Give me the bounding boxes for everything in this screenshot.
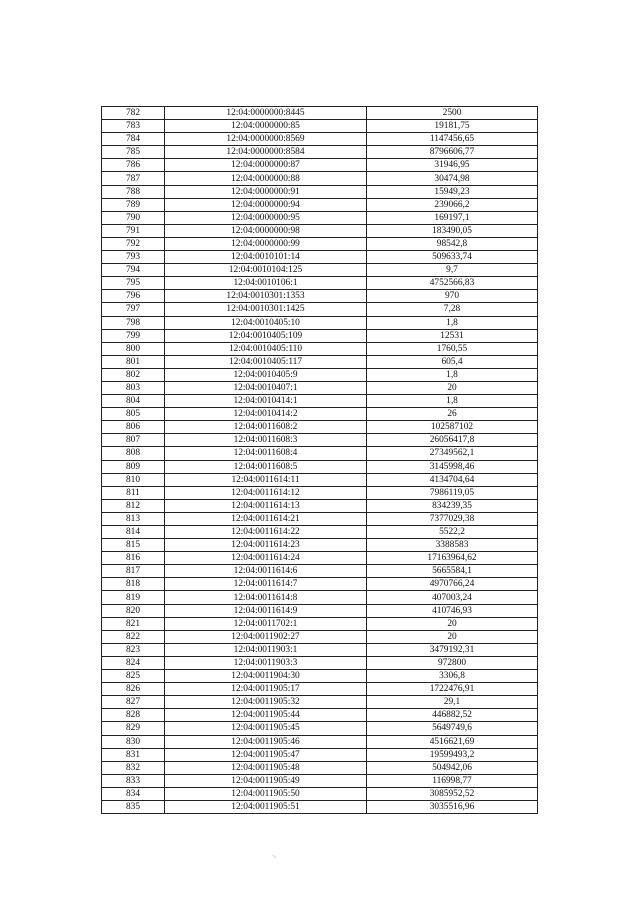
value-cell: 8796606,77: [367, 146, 538, 159]
value-cell: 26: [367, 408, 538, 421]
cadastral-number-cell: 12:04:0010405:117: [165, 355, 367, 368]
row-number-cell: 807: [102, 434, 165, 447]
cadastral-number-cell: 12:04:0010101:14: [165, 251, 367, 264]
value-cell: 7986119,05: [367, 486, 538, 499]
row-number-cell: 815: [102, 539, 165, 552]
value-cell: 183490,05: [367, 224, 538, 237]
cadastral-number-cell: 12:04:0000000:85: [165, 120, 367, 133]
row-number-cell: 794: [102, 264, 165, 277]
row-number-cell: 829: [102, 722, 165, 735]
row-number-cell: 787: [102, 172, 165, 185]
scan-mark: ⸌: [272, 853, 277, 863]
table-row: [102, 211, 538, 224]
cadastral-number-cell: 12:04:0011902:27: [165, 630, 367, 643]
table-row: [102, 264, 538, 277]
value-cell: 834239,35: [367, 499, 538, 512]
table-row: [102, 355, 538, 368]
cadastral-number-cell: 12:04:0000000:94: [165, 198, 367, 211]
table-row: [102, 552, 538, 565]
table-row: [102, 133, 538, 146]
row-number-cell: 798: [102, 316, 165, 329]
table-body: [102, 107, 538, 814]
row-number-cell: 783: [102, 120, 165, 133]
cadastral-value-table: [101, 106, 538, 814]
row-number-cell: 782: [102, 107, 165, 120]
table-row: [102, 237, 538, 250]
value-cell: 27349562,1: [367, 447, 538, 460]
table-row: [102, 185, 538, 198]
table-row: [102, 447, 538, 460]
table-row: [102, 761, 538, 774]
table-row: [102, 683, 538, 696]
value-cell: 7,28: [367, 303, 538, 316]
table-row: [102, 473, 538, 486]
row-number-cell: 818: [102, 578, 165, 591]
cadastral-number-cell: 12:04:0000000:8584: [165, 146, 367, 159]
row-number-cell: 802: [102, 368, 165, 381]
table-row: [102, 290, 538, 303]
row-number-cell: 814: [102, 526, 165, 539]
row-number-cell: 810: [102, 473, 165, 486]
cadastral-number-cell: 12:04:0010405:10: [165, 316, 367, 329]
cadastral-number-cell: 12:04:0010407:1: [165, 381, 367, 394]
cadastral-number-cell: 12:04:0011608:5: [165, 460, 367, 473]
row-number-cell: 792: [102, 237, 165, 250]
value-cell: 98542,8: [367, 237, 538, 250]
row-number-cell: 799: [102, 329, 165, 342]
cadastral-number-cell: 12:04:0000000:87: [165, 159, 367, 172]
table-row: [102, 224, 538, 237]
cadastral-number-cell: 12:04:0011614:9: [165, 604, 367, 617]
table-row: [102, 329, 538, 342]
row-number-cell: 789: [102, 198, 165, 211]
cadastral-number-cell: 12:04:0011614:22: [165, 526, 367, 539]
table-row: [102, 499, 538, 512]
row-number-cell: 796: [102, 290, 165, 303]
value-cell: 1147456,65: [367, 133, 538, 146]
value-cell: 4516621,69: [367, 735, 538, 748]
row-number-cell: 825: [102, 670, 165, 683]
row-number-cell: 797: [102, 303, 165, 316]
row-number-cell: 800: [102, 342, 165, 355]
value-cell: 3145998,46: [367, 460, 538, 473]
row-number-cell: 785: [102, 146, 165, 159]
row-number-cell: 804: [102, 395, 165, 408]
value-cell: 446882,52: [367, 709, 538, 722]
table-row: [102, 342, 538, 355]
cadastral-number-cell: 12:04:0011905:51: [165, 800, 367, 813]
row-number-cell: 805: [102, 408, 165, 421]
row-number-cell: 813: [102, 512, 165, 525]
cadastral-number-cell: 12:04:0011905:47: [165, 748, 367, 761]
value-cell: 504942,06: [367, 761, 538, 774]
row-number-cell: 790: [102, 211, 165, 224]
row-number-cell: 791: [102, 224, 165, 237]
table-row: [102, 787, 538, 800]
value-cell: 3035516,96: [367, 800, 538, 813]
cadastral-number-cell: 12:04:0011905:17: [165, 683, 367, 696]
cadastral-number-cell: 12:04:0011903:1: [165, 643, 367, 656]
cadastral-number-cell: 12:04:0000000:88: [165, 172, 367, 185]
row-number-cell: 834: [102, 787, 165, 800]
table-row: [102, 512, 538, 525]
table-row: [102, 434, 538, 447]
cadastral-number-cell: 12:04:0011905:46: [165, 735, 367, 748]
table-row: [102, 800, 538, 813]
table-row: [102, 774, 538, 787]
value-cell: 1,8: [367, 395, 538, 408]
table-row: [102, 395, 538, 408]
value-cell: 5665584,1: [367, 565, 538, 578]
value-cell: 972800: [367, 656, 538, 669]
cadastral-number-cell: 12:04:0011905:44: [165, 709, 367, 722]
row-number-cell: 812: [102, 499, 165, 512]
row-number-cell: 809: [102, 460, 165, 473]
value-cell: 15949,23: [367, 185, 538, 198]
value-cell: 7377029,38: [367, 512, 538, 525]
table-row: [102, 709, 538, 722]
row-number-cell: 824: [102, 656, 165, 669]
cadastral-number-cell: 12:04:0000000:8445: [165, 107, 367, 120]
cadastral-number-cell: 12:04:0011608:4: [165, 447, 367, 460]
value-cell: 2500: [367, 107, 538, 120]
cadastral-number-cell: 12:04:0011905:48: [165, 761, 367, 774]
table-row: [102, 146, 538, 159]
cadastral-number-cell: 12:04:0011614:13: [165, 499, 367, 512]
table-row: [102, 486, 538, 499]
table-row: [102, 617, 538, 630]
value-cell: 12531: [367, 329, 538, 342]
row-number-cell: 827: [102, 696, 165, 709]
table-row: [102, 198, 538, 211]
table-row: [102, 722, 538, 735]
cadastral-number-cell: 12:04:0011608:2: [165, 421, 367, 434]
row-number-cell: 788: [102, 185, 165, 198]
value-cell: 1722476,91: [367, 683, 538, 696]
table-row: [102, 539, 538, 552]
table-row: [102, 748, 538, 761]
table-row: [102, 368, 538, 381]
row-number-cell: 808: [102, 447, 165, 460]
cadastral-number-cell: 12:04:0011614:12: [165, 486, 367, 499]
value-cell: 407003,24: [367, 591, 538, 604]
value-cell: 5522,2: [367, 526, 538, 539]
table-row: [102, 251, 538, 264]
value-cell: 30474,98: [367, 172, 538, 185]
cadastral-number-cell: 12:04:0000000:98: [165, 224, 367, 237]
row-number-cell: 826: [102, 683, 165, 696]
row-number-cell: 811: [102, 486, 165, 499]
value-cell: 239066,2: [367, 198, 538, 211]
cadastral-number-cell: 12:04:0011614:21: [165, 512, 367, 525]
table-row: [102, 303, 538, 316]
value-cell: 605,4: [367, 355, 538, 368]
table-row: [102, 159, 538, 172]
table-row: [102, 578, 538, 591]
row-number-cell: 786: [102, 159, 165, 172]
table-row: [102, 696, 538, 709]
cadastral-number-cell: 12:04:0000000:8569: [165, 133, 367, 146]
cadastral-number-cell: 12:04:0011702:1: [165, 617, 367, 630]
cadastral-number-cell: 12:04:0011905:45: [165, 722, 367, 735]
value-cell: 1,8: [367, 316, 538, 329]
cadastral-number-cell: 12:04:0011905:32: [165, 696, 367, 709]
value-cell: 1,8: [367, 368, 538, 381]
table-row: [102, 381, 538, 394]
row-number-cell: 823: [102, 643, 165, 656]
value-cell: 3306,8: [367, 670, 538, 683]
value-cell: 116998,77: [367, 774, 538, 787]
value-cell: 19599493,2: [367, 748, 538, 761]
table-row: [102, 630, 538, 643]
table-row: [102, 107, 538, 120]
cadastral-number-cell: 12:04:0010405:110: [165, 342, 367, 355]
row-number-cell: 806: [102, 421, 165, 434]
value-cell: 26056417,8: [367, 434, 538, 447]
value-cell: 20: [367, 630, 538, 643]
cadastral-number-cell: 12:04:0011608:3: [165, 434, 367, 447]
cadastral-number-cell: 12:04:0010414:2: [165, 408, 367, 421]
row-number-cell: 784: [102, 133, 165, 146]
value-cell: 102587102: [367, 421, 538, 434]
cadastral-number-cell: 12:04:0011905:49: [165, 774, 367, 787]
row-number-cell: 832: [102, 761, 165, 774]
cadastral-number-cell: 12:04:0011903:3: [165, 656, 367, 669]
cadastral-number-cell: 12:04:0010104:125: [165, 264, 367, 277]
cadastral-number-cell: 12:04:0011904:30: [165, 670, 367, 683]
cadastral-number-cell: 12:04:0011614:6: [165, 565, 367, 578]
table-row: [102, 604, 538, 617]
value-cell: 509633,74: [367, 251, 538, 264]
cadastral-number-cell: 12:04:0011614:11: [165, 473, 367, 486]
table-row: [102, 670, 538, 683]
table-row: [102, 277, 538, 290]
row-number-cell: 817: [102, 565, 165, 578]
value-cell: 20: [367, 617, 538, 630]
table-row: [102, 565, 538, 578]
value-cell: 410746,93: [367, 604, 538, 617]
value-cell: 31946,95: [367, 159, 538, 172]
row-number-cell: 828: [102, 709, 165, 722]
value-cell: 169197,1: [367, 211, 538, 224]
cadastral-number-cell: 12:04:0010405:109: [165, 329, 367, 342]
cadastral-number-cell: 12:04:0011905:50: [165, 787, 367, 800]
row-number-cell: 801: [102, 355, 165, 368]
table-row: [102, 643, 538, 656]
cadastral-number-cell: 12:04:0010301:1353: [165, 290, 367, 303]
row-number-cell: 831: [102, 748, 165, 761]
value-cell: 9,7: [367, 264, 538, 277]
cadastral-number-cell: 12:04:0011614:23: [165, 539, 367, 552]
cadastral-number-cell: 12:04:0011614:7: [165, 578, 367, 591]
row-number-cell: 833: [102, 774, 165, 787]
cadastral-number-cell: 12:04:0000000:95: [165, 211, 367, 224]
row-number-cell: 793: [102, 251, 165, 264]
row-number-cell: 822: [102, 630, 165, 643]
table-row: [102, 526, 538, 539]
table-row: [102, 460, 538, 473]
row-number-cell: 821: [102, 617, 165, 630]
cadastral-number-cell: 12:04:0010414:1: [165, 395, 367, 408]
cadastral-number-cell: 12:04:0010301:1425: [165, 303, 367, 316]
value-cell: 17163964,62: [367, 552, 538, 565]
row-number-cell: 835: [102, 800, 165, 813]
table-row: [102, 735, 538, 748]
row-number-cell: 816: [102, 552, 165, 565]
cadastral-number-cell: 12:04:0011614:8: [165, 591, 367, 604]
cadastral-number-cell: 12:04:0010106:1: [165, 277, 367, 290]
value-cell: 970: [367, 290, 538, 303]
value-cell: 3479192,31: [367, 643, 538, 656]
value-cell: 5649749,6: [367, 722, 538, 735]
row-number-cell: 819: [102, 591, 165, 604]
value-cell: 1760,55: [367, 342, 538, 355]
value-cell: 19181,75: [367, 120, 538, 133]
table-row: [102, 591, 538, 604]
table-row: [102, 656, 538, 669]
table-row: [102, 316, 538, 329]
value-cell: 20: [367, 381, 538, 394]
value-cell: 3085952,52: [367, 787, 538, 800]
table-row: [102, 421, 538, 434]
value-cell: 4134704,64: [367, 473, 538, 486]
table-row: [102, 120, 538, 133]
table-row: [102, 172, 538, 185]
value-cell: 29,1: [367, 696, 538, 709]
row-number-cell: 803: [102, 381, 165, 394]
value-cell: 4970766,24: [367, 578, 538, 591]
row-number-cell: 830: [102, 735, 165, 748]
cadastral-number-cell: 12:04:0000000:99: [165, 237, 367, 250]
value-cell: 4752566,83: [367, 277, 538, 290]
cadastral-number-cell: 12:04:0010405:9: [165, 368, 367, 381]
cadastral-number-cell: 12:04:0011614:24: [165, 552, 367, 565]
row-number-cell: 795: [102, 277, 165, 290]
table-row: [102, 408, 538, 421]
cadastral-number-cell: 12:04:0000000:91: [165, 185, 367, 198]
value-cell: 3388583: [367, 539, 538, 552]
row-number-cell: 820: [102, 604, 165, 617]
